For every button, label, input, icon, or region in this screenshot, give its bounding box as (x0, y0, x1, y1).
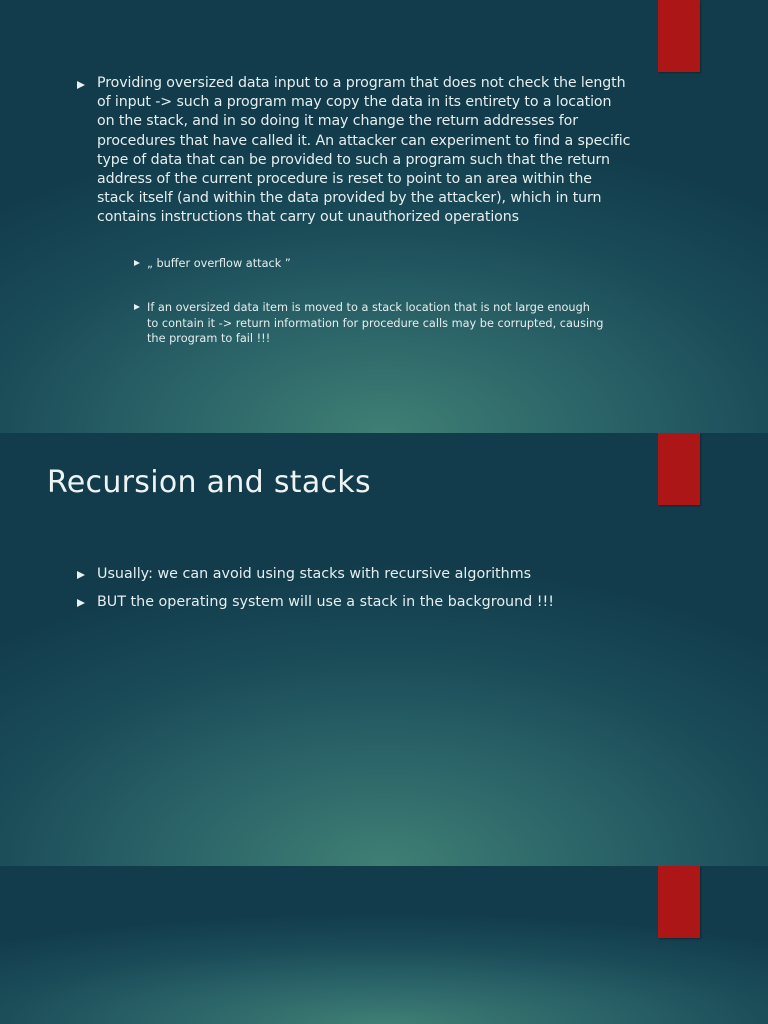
triangle-bullet-icon (134, 304, 140, 310)
list-item (134, 256, 604, 271)
triangle-bullet-icon (77, 571, 85, 579)
slide-title: Recursion and stacks (47, 465, 371, 500)
triangle-bullet-icon (77, 599, 85, 607)
accent-bar (658, 866, 700, 938)
main-bullet-list (77, 74, 632, 228)
slide-buffer-overflow (0, 0, 768, 433)
slide-recursion-and-stacks (0, 433, 768, 866)
bullet-text: BUT the operating system will use a stack in the background !!! (97, 593, 554, 610)
bullet-text: „ buffer overflow attack ” (147, 257, 291, 270)
sub-bullet-list (134, 256, 604, 375)
list-item (77, 565, 637, 585)
bullet-text: Providing oversized data input to a program that does not check the length of input -> such a program may copy the data in its entirety to a location on the stack, and in so doing it may change the return addresses for procedures that have called it. An attacker can experiment to find a specific type of data that can be provided to such a program such that the return address of the current procedure is reset to point to an area within the stack itself (and within the data provided by the attacker), which in turn contains instructions that carry out unauthorized operations (97, 75, 631, 226)
list-item (77, 74, 632, 228)
bullet-list (77, 565, 637, 620)
list-item (77, 593, 637, 613)
accent-bar (658, 433, 700, 505)
triangle-bullet-icon (77, 81, 85, 89)
bullet-text: Usually: we can avoid using stacks with recursive algorithms (97, 566, 532, 582)
list-item (134, 300, 604, 346)
triangle-bullet-icon (134, 260, 140, 266)
bullet-text: If an oversized data item is moved to a stack location that is not large enough to contain it -> return information for procedure calls may be corrupted, causing the program to fail !!! (147, 301, 604, 345)
accent-bar (658, 0, 700, 72)
slide-next (0, 866, 768, 1024)
